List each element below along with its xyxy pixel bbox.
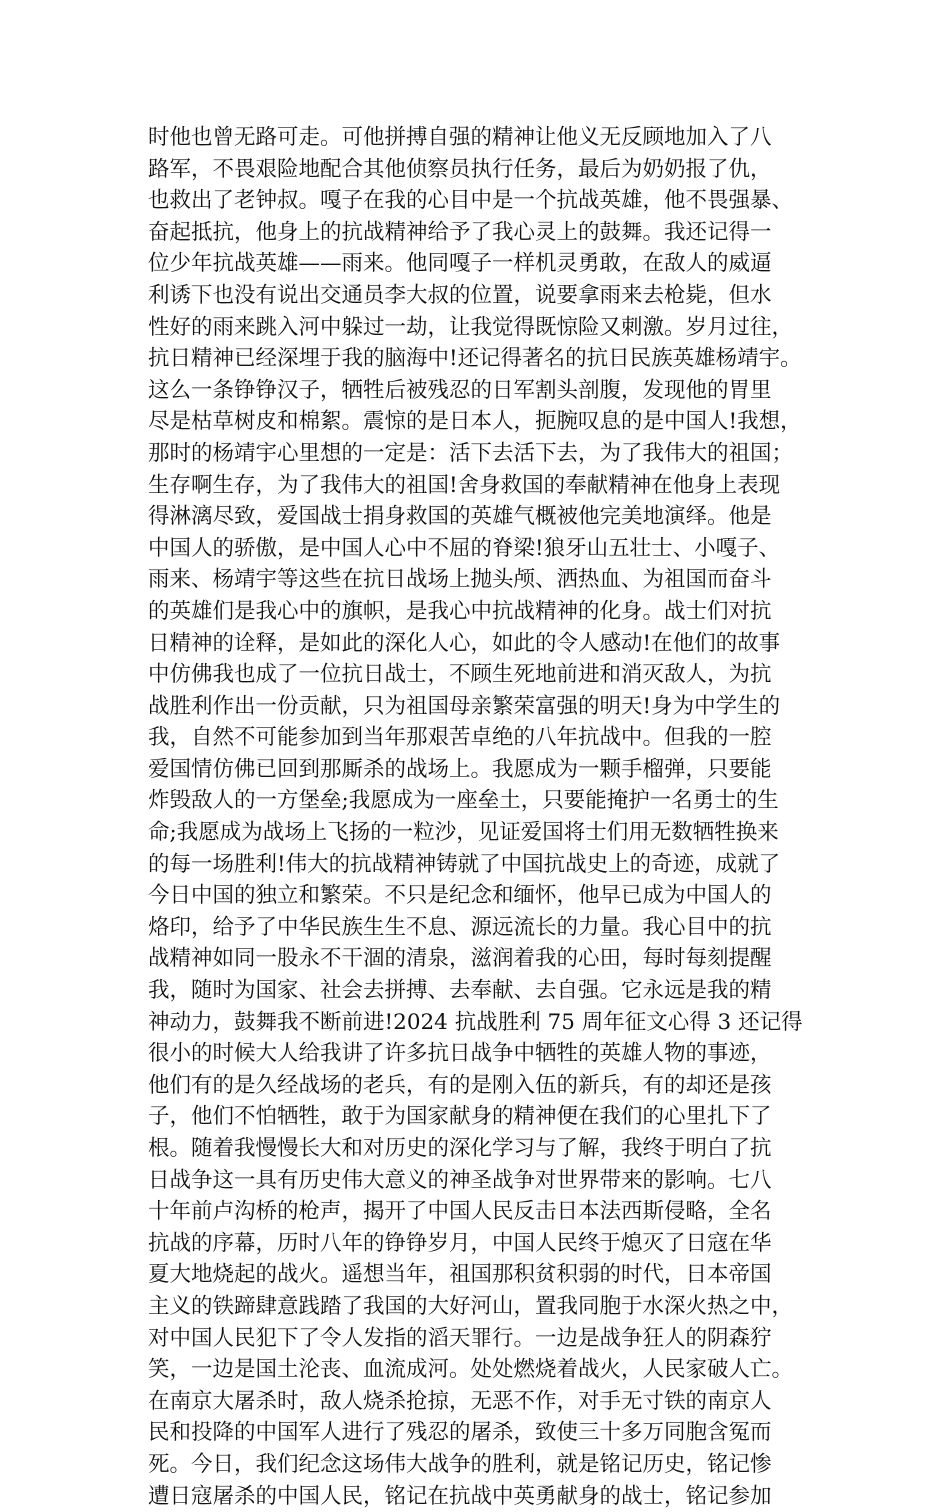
text-line: 战精神如同一股永不干涸的清泉，滋润着我的心田，每时每刻提醒 [148,946,772,972]
text-line: 夏大地烧起的战火。遥想当年，祖国那积贫积弱的时代，日本帝国 [148,1262,772,1288]
text-line: 战胜利作出一份贡献，只为祖国母亲繁荣富强的明天!身为中学生的 [148,693,781,719]
text-line: 民和投降的中国军人进行了残忍的屠杀，致使三十多万同胞含冤而 [148,1420,772,1446]
text-line: 雨来、杨靖宇等这些在抗日战场上抛头颅、洒热血、为祖国而奋斗 [148,567,772,593]
text-line: 十年前卢沟桥的枪声，揭开了中国人民反击日本法西斯侵略，全名 [148,1199,772,1225]
text-line: 得淋漓尽致，爱国战士捐身救国的英雄气概被他完美地演绎。他是 [148,504,772,530]
text-line: 中仿佛我也成了一位抗日战士，不顾生死地前进和消灭敌人，为抗 [148,662,772,688]
text-line: 日精神的诠释，是如此的深化人心，如此的令人感动!在他们的故事 [148,630,781,656]
text-line: 根。随着我慢慢长大和对历史的深化学习与了解，我终于明白了抗 [148,1136,772,1161]
text-line: 的英雄们是我心中的旗帜，是我心中抗战精神的化身。战士们对抗 [148,598,772,624]
text-line: 抗战的序幕，历时八年的铮铮岁月，中国人民终于熄灭了日寇在华 [148,1230,772,1256]
text-line: 生存啊生存，为了我伟大的祖国!舍身救国的奉献精神在他身上表现 [148,472,781,498]
text-line: 子，他们不怕牺牲，敢于为国家献身的精神便在我们的心里扎下了 [148,1104,772,1130]
text-line: 炸毁敌人的一方堡垒;我愿成为一座垒土，只要能掩护一名勇士的生 [148,788,779,814]
text-line: 他们有的是久经战场的老兵，有的是刚入伍的新兵，有的却还是孩 [148,1072,772,1098]
text-line: 遭日寇屠杀的中国人民，铭记在抗战中英勇献身的战士，铭记参加 [148,1483,772,1509]
text-line: 日战争这一具有历史伟大意义的神圣战争对世界带来的影响。七八 [148,1167,772,1193]
text-line: 性好的雨来跳入河中躲过一劫，让我觉得既惊险又刺激。岁月过往， [148,314,794,340]
text-line: 那时的杨靖宇心里想的一定是：活下去活下去，为了我伟大的祖国； [148,440,794,466]
text-line: 烙印，给予了中华民族生生不息、源远流长的力量。我心目中的抗 [148,914,772,940]
text-line: 路军，不畏艰险地配合其他侦察员执行任务，最后为奶奶报了仇， [148,156,772,182]
text-line: 神动力，鼓舞我不断前进!2024 抗战胜利 75 周年征文心得 3 还记得 [148,1009,803,1035]
text-line: 笑，一边是国土沦丧、血流成河。处处燃烧着战火，人民家破人亡。 [148,1357,794,1383]
text-line: 今日中国的独立和繁荣。不只是纪念和缅怀，他早已成为中国人的 [148,883,772,909]
text-line: 命;我愿成为战场上飞扬的一粒沙，见证爱国将士们用无数牺牲换来 [148,820,779,846]
text-line: 尽是枯草树皮和棉絮。震惊的是日本人，扼腕叹息的是中国人!我想， [148,409,802,435]
text-line: 位少年抗战英雄——雨来。他同嘎子一样机灵勇敢，在敌人的威逼 [148,251,772,277]
text-line: 我，自然不可能参加到当年那艰苦卓绝的八年抗战中。但我的一腔 [148,725,772,751]
text-line: 死。今日，我们纪念这场伟大战争的胜利，就是铭记历史，铭记惨 [148,1451,772,1477]
text-line: 抗日精神已经深埋于我的脑海中!还记得著名的抗日民族英雄杨靖宇。 [148,346,802,372]
text-line: 这么一条铮铮汉子，牺牲后被残忍的日军割头剖腹，发现他的胃里 [148,377,772,403]
text-line: 爱国情仿佛已回到那厮杀的战场上。我愿成为一颗手榴弹，只要能 [148,756,772,782]
text-line: 时他也曾无路可走。可他拼搏自强的精神让他义无反顾地加入了八 [148,125,772,150]
text-line: 利诱下也没有说出交通员李大叔的位置，说要拿雨来去枪毙，但水 [148,282,772,308]
text-line: 也救出了老钟叔。嘎子在我的心目中是一个抗战英雄，他不畏强暴、 [148,188,794,214]
text-line: 我，随时为国家、社会去拼搏、去奉献、去自强。它永远是我的精 [148,978,772,1004]
text-line: 主义的铁蹄肆意践踏了我国的大好河山，置我同胞于水深火热之中， [148,1293,794,1319]
text-line: 很小的时候大人给我讲了许多抗日战争中牺牲的英雄人物的事迹， [148,1041,772,1067]
text-line: 在南京大屠杀时，敌人烧杀抢掠，无恶不作，对手无寸铁的南京人 [148,1388,772,1414]
text-line: 的每一场胜利!伟大的抗战精神铸就了中国抗战史上的奇迹，成就了 [148,851,781,877]
text-line: 对中国人民犯下了令人发指的滔天罪行。一边是战争狂人的阴森狞 [148,1325,772,1351]
essay-body-text [148,122,818,1512]
text-line: 奋起抵抗，他身上的抗战精神给予了我心灵上的鼓舞。我还记得一 [148,219,772,245]
text-line: 中国人的骄傲，是中国人心中不屈的脊梁!狼牙山五壮士、小嘎子、 [148,535,781,561]
